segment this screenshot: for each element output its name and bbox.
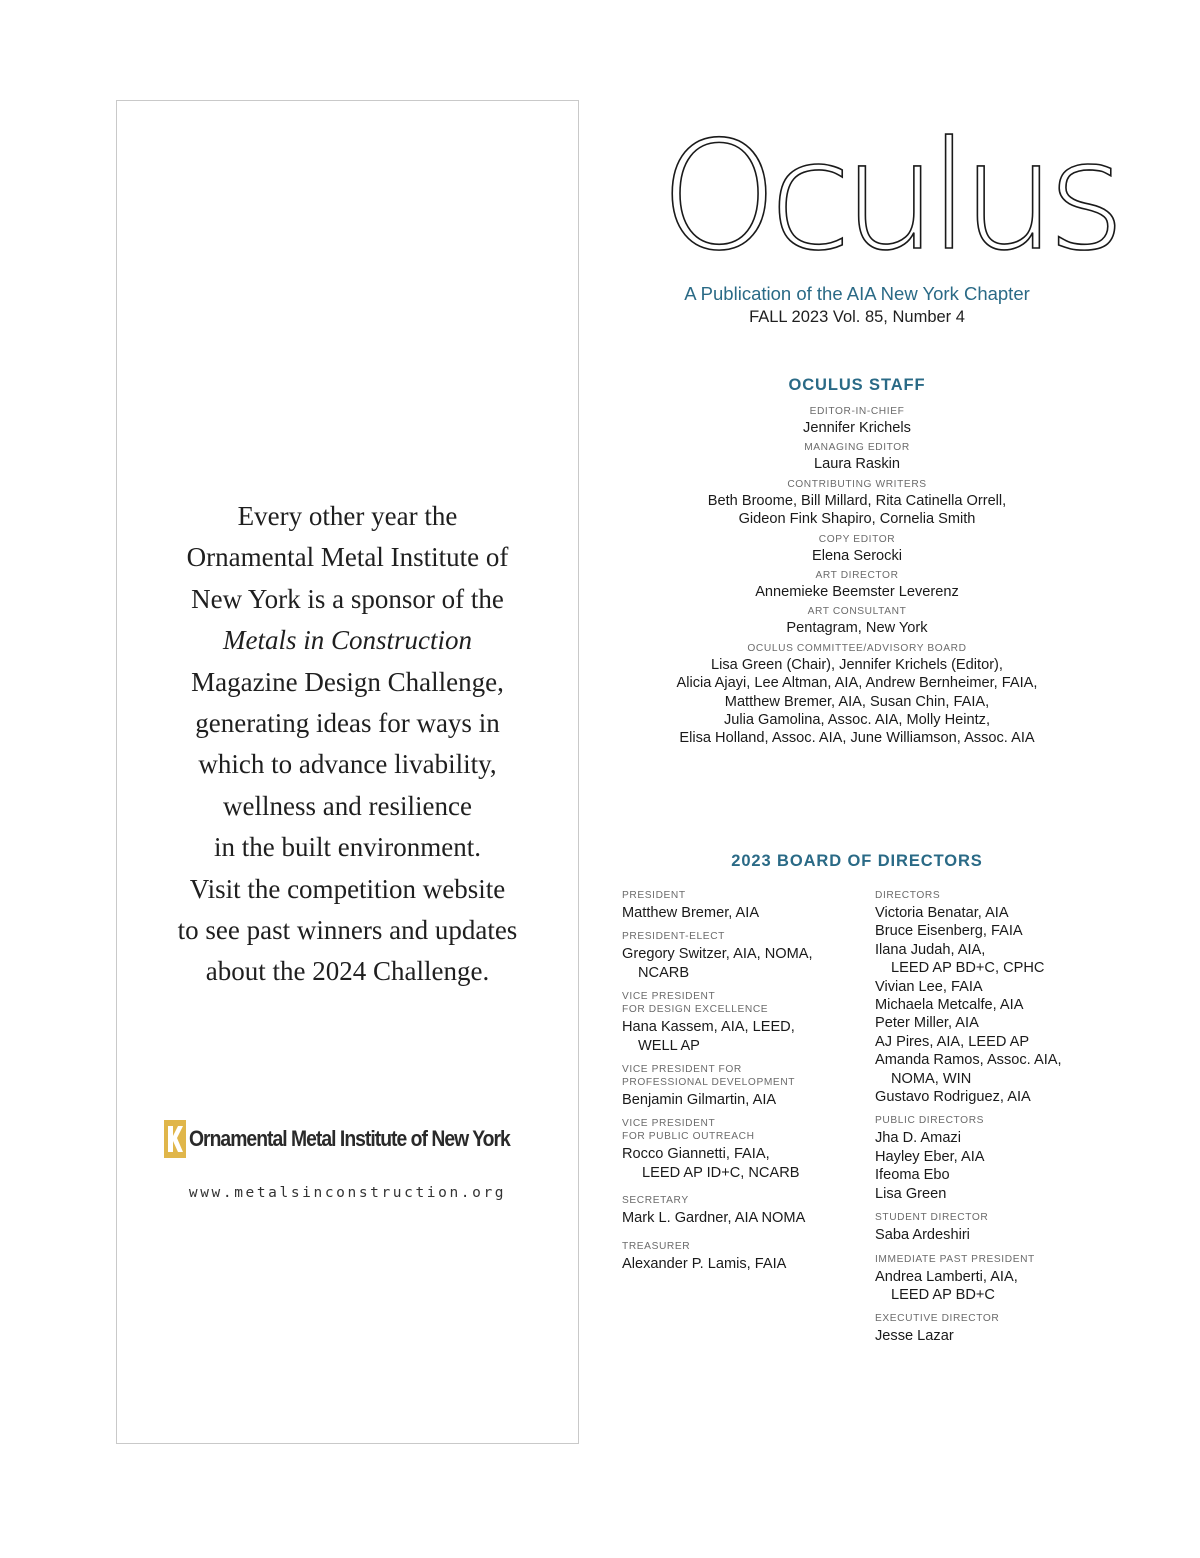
board-name: Saba Ardeshiri [875, 1227, 970, 1244]
board-group [875, 1253, 1062, 1305]
board-name: Bruce Eisenberg, FAIA [875, 923, 1023, 940]
staff-name: Pentagram, New York [786, 620, 928, 637]
ad-line: Ornamental Metal Institute of [186, 542, 509, 573]
board-role: FOR DESIGN EXCELLENCE [622, 1004, 769, 1016]
ad-line: to see past winners and updates [177, 915, 518, 946]
board-name: AJ Pires, AIA, LEED AP [875, 1033, 1030, 1050]
staff-role: ART DIRECTOR [815, 570, 899, 582]
board-group [622, 889, 813, 922]
board-name: Ifeoma Ebo [875, 1167, 950, 1184]
board-name: Gustavo Rodriguez, AIA [875, 1089, 1031, 1106]
staff-role: COPY EDITOR [818, 533, 896, 545]
board-name: Benjamin Gilmartin, AIA [622, 1092, 777, 1109]
board-name: Ilana Judah, AIA, [875, 941, 986, 958]
staff-name: Laura Raskin [814, 456, 900, 473]
board-group [622, 1194, 813, 1227]
board-role: VICE PRESIDENT FOR [622, 1064, 742, 1076]
staff-group [600, 533, 1114, 565]
board-role: STUDENT DIRECTOR [875, 1212, 989, 1224]
staff-name: Alicia Ajayi, Lee Altman, AIA, Andrew Bernheimer, FAIA, [676, 675, 1038, 692]
board-role: IMMEDIATE PAST PRESIDENT [875, 1253, 1035, 1265]
board-role: PROFESSIONAL DEVELOPMENT [622, 1077, 796, 1089]
advertisement-panel [116, 100, 579, 1444]
oculus-wordmark: Oculus [660, 110, 1117, 284]
board-group [622, 990, 813, 1055]
ad-line: in the built environment. [214, 832, 481, 863]
board-role: SECRETARY [622, 1195, 689, 1207]
staff-name: Elena Serocki [811, 547, 903, 564]
issue-line: FALL 2023 Vol. 85, Number 4 [749, 308, 965, 326]
staff-name: Beth Broome, Bill Millard, Rita Catinella Orrell, [707, 492, 1007, 509]
board-role: FOR PUBLIC OUTREACH [622, 1131, 755, 1143]
board-group [622, 930, 813, 982]
board-name: Gregory Switzer, AIA, NOMA, [622, 946, 813, 963]
staff-name: Julia Gamolina, Assoc. AIA, Molly Heintz, [723, 712, 991, 729]
board-name: Lisa Green [875, 1185, 947, 1202]
board-name: Michaela Metcalfe, AIA [875, 997, 1024, 1014]
ad-line: about the 2024 Challenge. [205, 956, 490, 987]
board-name: LEED AP BD+C [891, 1286, 995, 1303]
staff-name: Annemieke Beemster Leverenz [755, 584, 959, 601]
board-name: WELL AP [638, 1037, 700, 1054]
board-title: 2023 BOARD OF DIRECTORS [731, 852, 983, 870]
staff-role: MANAGING EDITOR [804, 442, 910, 454]
staff-name: Matthew Bremer, AIA, Susan Chin, FAIA, [724, 693, 990, 710]
board-name: Rocco Giannetti, FAIA, [622, 1146, 770, 1163]
board-name: NOMA, WIN [891, 1070, 972, 1087]
board-role: TREASURER [622, 1240, 691, 1252]
board-role: VICE PRESIDENT [622, 1118, 716, 1130]
staff-list [600, 405, 1114, 752]
board-name: Victoria Benatar, AIA [875, 905, 1009, 921]
staff-group [600, 478, 1114, 529]
board-group [875, 1312, 1062, 1345]
staff-group [600, 642, 1114, 748]
staff-name: Jennifer Krichels [803, 420, 911, 436]
staff-name: Gideon Fink Shapiro, Cornelia Smith [738, 511, 976, 528]
ad-line: Every other year the [237, 501, 458, 531]
board-name: Matthew Bremer, AIA [622, 905, 760, 921]
board-group [622, 1117, 813, 1182]
staff-name: Lisa Green (Chair), Jennifer Krichels (Editor), [711, 656, 1003, 673]
ad-line-italic: Metals in Construction [223, 625, 472, 656]
board-name: Vivian Lee, FAIA [875, 978, 983, 995]
staff-group [600, 441, 1114, 473]
board-role: PRESIDENT-ELECT [622, 931, 725, 943]
staff-role: CONTRIBUTING WRITERS [787, 478, 927, 490]
board-left-column [622, 889, 813, 1281]
board-group [875, 889, 1062, 1106]
board-right-column [875, 889, 1062, 1354]
board-name: Hana Kassem, AIA, LEED, [622, 1019, 795, 1036]
staff-group [600, 569, 1114, 601]
staff-role: EDITOR-IN-CHIEF [809, 406, 905, 417]
board-name: Jha D. Amazi [875, 1130, 961, 1147]
board-role: DIRECTORS [875, 890, 941, 901]
staff-title: OCULUS STAFF [788, 376, 926, 394]
board-name: Andrea Lamberti, AIA, [875, 1268, 1018, 1285]
omi-logo [164, 1119, 562, 1159]
board-group [622, 1063, 813, 1109]
omi-logo-text: Ornamental Metal Institute of New York [189, 1126, 510, 1151]
staff-group [600, 605, 1114, 637]
ad-line: wellness and resilience [223, 790, 472, 821]
ad-line: generating ideas for ways in [195, 708, 500, 739]
board-role: EXECUTIVE DIRECTOR [875, 1313, 1000, 1325]
staff-group [600, 405, 1114, 437]
staff-role: ART CONSULTANT [807, 606, 907, 618]
board-group [875, 1114, 1062, 1203]
board-name: Mark L. Gardner, AIA NOMA [622, 1210, 806, 1227]
board-name: Peter Miller, AIA [875, 1015, 979, 1032]
board-name: Alexander P. Lamis, FAIA [622, 1255, 787, 1272]
board-group [622, 1240, 813, 1273]
board-role: PUBLIC DIRECTORS [875, 1115, 985, 1127]
ad-line: New York is a sponsor of the [191, 583, 504, 614]
board-name: LEED AP ID+C, NCARB [642, 1164, 800, 1181]
ad-website-link[interactable]: www.metalsinconstruction.org [188, 1185, 507, 1201]
ad-body-text [117, 496, 578, 993]
board-name: Jesse Lazar [875, 1328, 954, 1345]
board-name: NCARB [638, 964, 690, 981]
board-name: Hayley Eber, AIA [875, 1148, 985, 1165]
ad-line: which to advance livability, [198, 749, 497, 780]
staff-name: Elisa Holland, Assoc. AIA, June Williamson, Assoc. AIA [679, 730, 1035, 747]
board-group [875, 1211, 1062, 1244]
staff-role: OCULUS COMMITTEE/ADVISORY BOARD [747, 642, 967, 654]
omi-logo-mark-icon [164, 1120, 186, 1158]
ad-line: Magazine Design Challenge, [191, 666, 504, 697]
publication-line: A Publication of the AIA New York Chapter [684, 283, 1030, 304]
ad-line: Visit the competition website [189, 873, 506, 904]
board-name: LEED AP BD+C, CPHC [891, 960, 1045, 977]
board-name: Amanda Ramos, Assoc. AIA, [875, 1052, 1062, 1069]
board-role: PRESIDENT [622, 890, 686, 901]
board-role: VICE PRESIDENT [622, 991, 716, 1003]
